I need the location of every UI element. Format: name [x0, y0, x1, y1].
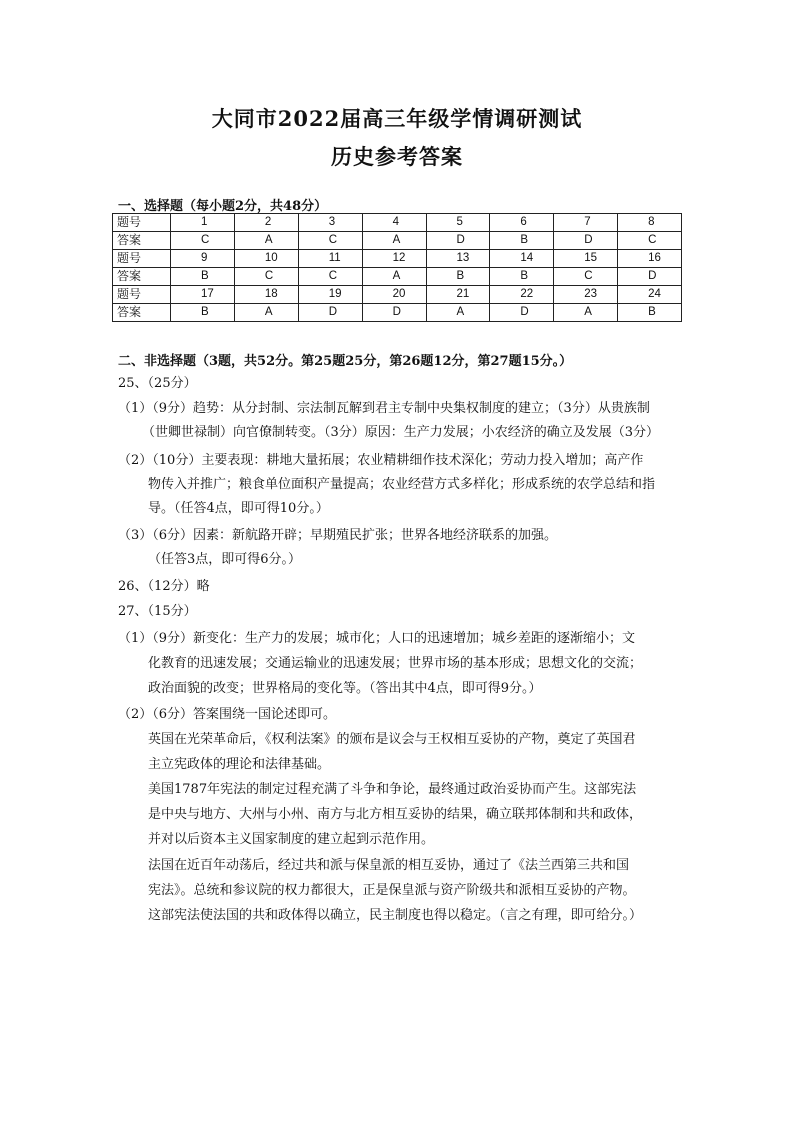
page-subtitle: 历史参考答案 [331, 144, 463, 169]
table-cell: 10 [234, 250, 298, 268]
q25-part2-line3: 导。（任答4点，即可得10分。） [148, 501, 329, 516]
q27-us-line2: 是中央与地方、大州与小州、南方与北方相互妥协的结果，确立联邦体制和共和政体， [148, 807, 643, 822]
table-cell: D [618, 268, 682, 286]
table-cell: 17 [171, 286, 235, 304]
row-label: 题号 [113, 214, 171, 232]
table-row [113, 304, 682, 322]
q25-part3-line1: （3）（6分）因素：新航路开辟；早期殖民扩张；世界各地经济联系的加强。 [118, 528, 558, 543]
table-cell: 6 [490, 214, 554, 232]
table-cell: A [426, 304, 490, 322]
q25-heading: 25、（25分） [118, 376, 197, 391]
q27-uk-line2: 主立宪政体的理论和法律基础。 [148, 757, 331, 772]
table-row [113, 214, 682, 232]
table-cell: 19 [298, 286, 362, 304]
table-cell: B [426, 268, 490, 286]
table-cell: 21 [426, 286, 490, 304]
table-cell: 5 [426, 214, 490, 232]
table-cell: 1 [171, 214, 235, 232]
table-cell: D [490, 304, 554, 322]
table-cell: A [554, 304, 618, 322]
table-cell: 4 [362, 214, 426, 232]
answer-table [112, 213, 682, 322]
q27-fr-line1: 法国在近百年动荡后，经过共和派与保皇派的相互妥协，通过了《法兰西第三共和国 [148, 858, 630, 873]
table-row [113, 268, 682, 286]
table-cell: 20 [362, 286, 426, 304]
table-row [113, 286, 682, 304]
row-label: 答案 [113, 232, 171, 250]
table-cell: D [426, 232, 490, 250]
table-cell: C [171, 232, 235, 250]
table-cell: 13 [426, 250, 490, 268]
row-label: 答案 [113, 304, 171, 322]
table-cell: 12 [362, 250, 426, 268]
table-cell: B [490, 232, 554, 250]
q25-part3-line2: （任答3点，即可得6分。） [148, 552, 302, 567]
table-cell: D [362, 304, 426, 322]
table-cell: 15 [554, 250, 618, 268]
section2-heading: 二、非选择题（3题，共52分。第25题25分，第26题12分，第27题15分。） [118, 354, 573, 369]
table-cell: A [234, 304, 298, 322]
q27-us-line1: 美国1787年宪法的制定过程充满了斗争和争论，最终通过政治妥协而产生。这部宪法 [148, 782, 637, 797]
q25-part1-line2: （世卿世禄制）向官僚制转变。（3分）原因：生产力发展；小农经济的确立及发展（3分） [142, 425, 660, 440]
q27-part1-line1: （1）（9分）新变化：生产力的发展；城市化；人口的迅速增加；城乡差距的逐渐缩小；文 [118, 631, 636, 646]
q27-fr-line2: 宪法》。总统和参议院的权力都很大，正是保皇派与资产阶级共和派相互妥协的产物。 [148, 883, 636, 898]
table-cell: 14 [490, 250, 554, 268]
table-cell: 8 [618, 214, 682, 232]
table-cell: 3 [298, 214, 362, 232]
table-row [113, 250, 682, 268]
q27-part1-line2: 化教育的迅速发展；交通运输业的迅速发展；世界市场的基本形成；思想文化的交流； [148, 656, 643, 671]
q27-heading: 27、（15分） [118, 604, 197, 619]
row-label: 题号 [113, 250, 171, 268]
table-cell: B [490, 268, 554, 286]
table-cell: 7 [554, 214, 618, 232]
table-row [113, 232, 682, 250]
table-cell: A [362, 232, 426, 250]
q27-uk-line1: 英国在光荣革命后，《权利法案》的颁布是议会与王权相互妥协的产物，奠定了英国君 [148, 732, 636, 747]
table-cell: C [618, 232, 682, 250]
table-cell: 24 [618, 286, 682, 304]
table-cell: 2 [234, 214, 298, 232]
q25-part2-line2: 物传入并推广；粮食单位面积产量提高；农业经营方式多样化；形成系统的农学总结和指 [148, 477, 656, 492]
q26-heading: 26、（12分）略 [118, 579, 210, 594]
table-cell: 22 [490, 286, 554, 304]
q25-part1-line1: （1）（9分）趋势：从分封制、宗法制瓦解到君主专制中央集权制度的建立；（3分）从贵族制 [118, 401, 650, 416]
table-cell: 18 [234, 286, 298, 304]
table-cell: B [171, 304, 235, 322]
table-cell: D [554, 232, 618, 250]
table-cell: A [234, 232, 298, 250]
table-cell: 11 [298, 250, 362, 268]
table-cell: C [298, 232, 362, 250]
q27-fr-line3: 这部宪法使法国的共和政体得以确立，民主制度也得以稳定。（言之有理，即可给分。） [148, 908, 643, 923]
table-cell: A [362, 268, 426, 286]
table-cell: 16 [618, 250, 682, 268]
table-cell: 9 [171, 250, 235, 268]
row-label: 答案 [113, 268, 171, 286]
table-cell: D [298, 304, 362, 322]
table-cell: B [171, 268, 235, 286]
q27-us-line3: 并对以后资本主义国家制度的建立起到示范作用。 [148, 832, 435, 847]
q27-part2-line1: （2）（6分）答案围绕一国论述即可。 [118, 707, 337, 722]
table-cell: B [618, 304, 682, 322]
table-cell: 23 [554, 286, 618, 304]
table-cell: C [298, 268, 362, 286]
row-label: 题号 [113, 286, 171, 304]
page-title: 大同市2022届高三年级学情调研测试 [211, 106, 583, 131]
table-cell: C [554, 268, 618, 286]
q27-part1-line3: 政治面貌的改变；世界格局的变化等。（答出其中4点，即可得9分。） [148, 681, 542, 696]
section1-heading: 一、选择题（每小题2分，共48分） [118, 199, 328, 214]
table-cell: C [234, 268, 298, 286]
q25-part2-line1: （2）（10分）主要表现：耕地大量拓展；农业精耕细作技术深化；劳动力投入增加；高产作 [118, 453, 644, 468]
